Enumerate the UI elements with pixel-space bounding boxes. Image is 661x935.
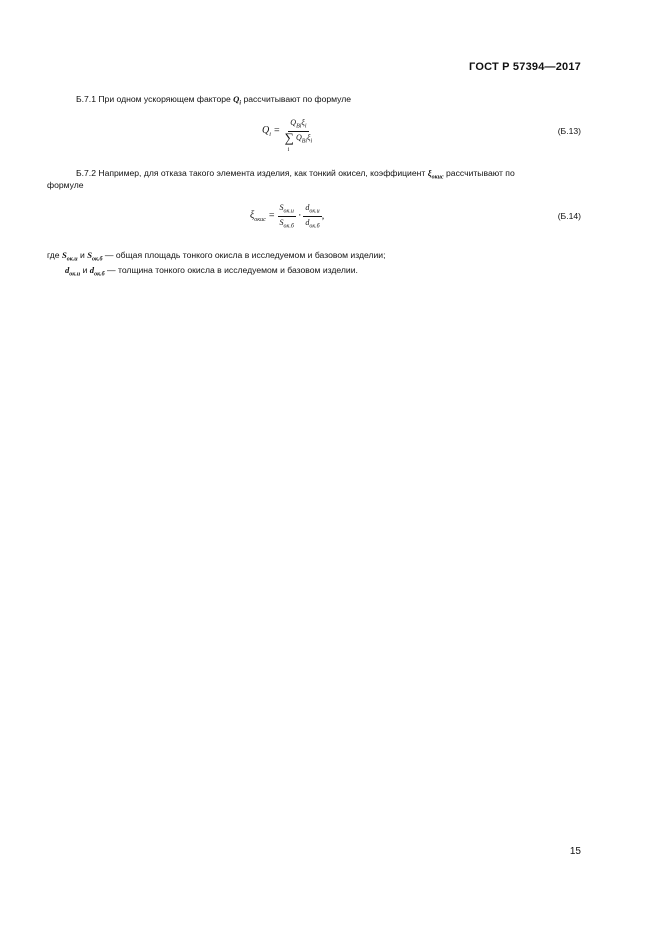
paragraph-b71-text-after: рассчитывают по формуле bbox=[243, 94, 352, 104]
sum-sign: ∑ i bbox=[284, 129, 294, 153]
equation-number-b13: (Б.13) bbox=[557, 126, 581, 136]
page-number: 15 bbox=[569, 846, 581, 857]
formula-b13-eq: = bbox=[273, 125, 281, 137]
formula-b13-numerator: $Q_{Bi}\xi_i$ bbox=[290, 118, 307, 130]
where-line-area: где $S_{ок.и}$ и $S_{ок.б}$ — общая площадь тонкого окисла в исследуемом и базовом изделии; bbox=[47, 250, 386, 263]
document-standard-header: ГОСТ Р 57394—2017 bbox=[469, 61, 581, 73]
symbol-d-okb: $d_{ок.б}$ bbox=[89, 265, 105, 278]
symbol-xi-okis: $\xi_{окис}$ bbox=[427, 168, 444, 181]
formula-b14-area-ratio: $\frac{S_{ок.и}}{S_{ок.б}}$ bbox=[279, 203, 294, 230]
paragraph-b72-line1: Б.7.2 Например, для отказа такого элемента изделия, как тонкий окисел, коэффициент $\xi_{окис}$ рассчитывают по bbox=[76, 168, 515, 181]
formula-b13-fraction bbox=[283, 118, 315, 153]
paragraph-b72-line2: формуле bbox=[47, 180, 84, 190]
paragraph-b71-text-before: Б.7.1 При одном ускоряющем факторе bbox=[76, 94, 231, 104]
paragraph-b71 bbox=[76, 94, 351, 110]
where-line-thickness: $d_{ок.и}$ и $d_{ок.б}$ — толщина тонкого окисла в исследуемом и базовом изделии. bbox=[65, 265, 358, 278]
formula-b14-lhs: $\xi_{окис}$ bbox=[250, 210, 266, 224]
formula-b13-denominator: ∑ i $Q_{Bi}\xi_i$ bbox=[284, 129, 313, 153]
symbol-d-oki: $d_{ок.и}$ bbox=[65, 265, 81, 278]
formula-b13-lhs: $Q_i$ bbox=[262, 125, 271, 139]
symbol-s-oki: $S_{ок.и}$ bbox=[61, 250, 78, 263]
formula-b14-thickness-ratio: $\frac{d_{ок.и}}{d_{ок.б}}$ bbox=[305, 203, 320, 230]
formula-b14-dot: · bbox=[298, 210, 301, 222]
symbol-q: $Q_i$ bbox=[233, 94, 242, 107]
formula-b13 bbox=[262, 118, 314, 153]
equation-number-b14: (Б.14) bbox=[557, 211, 581, 221]
symbol-s-okb: $S_{ок.б}$ bbox=[87, 250, 103, 263]
formula-b14: $\xi_{окис}$ = $\frac{S_{ок.и}}{S_{ок.б}}$ · $\frac{d_{ок.и}}{d_{ок.б}}$ , bbox=[250, 203, 325, 230]
formula-b14-eq: = bbox=[268, 210, 276, 222]
